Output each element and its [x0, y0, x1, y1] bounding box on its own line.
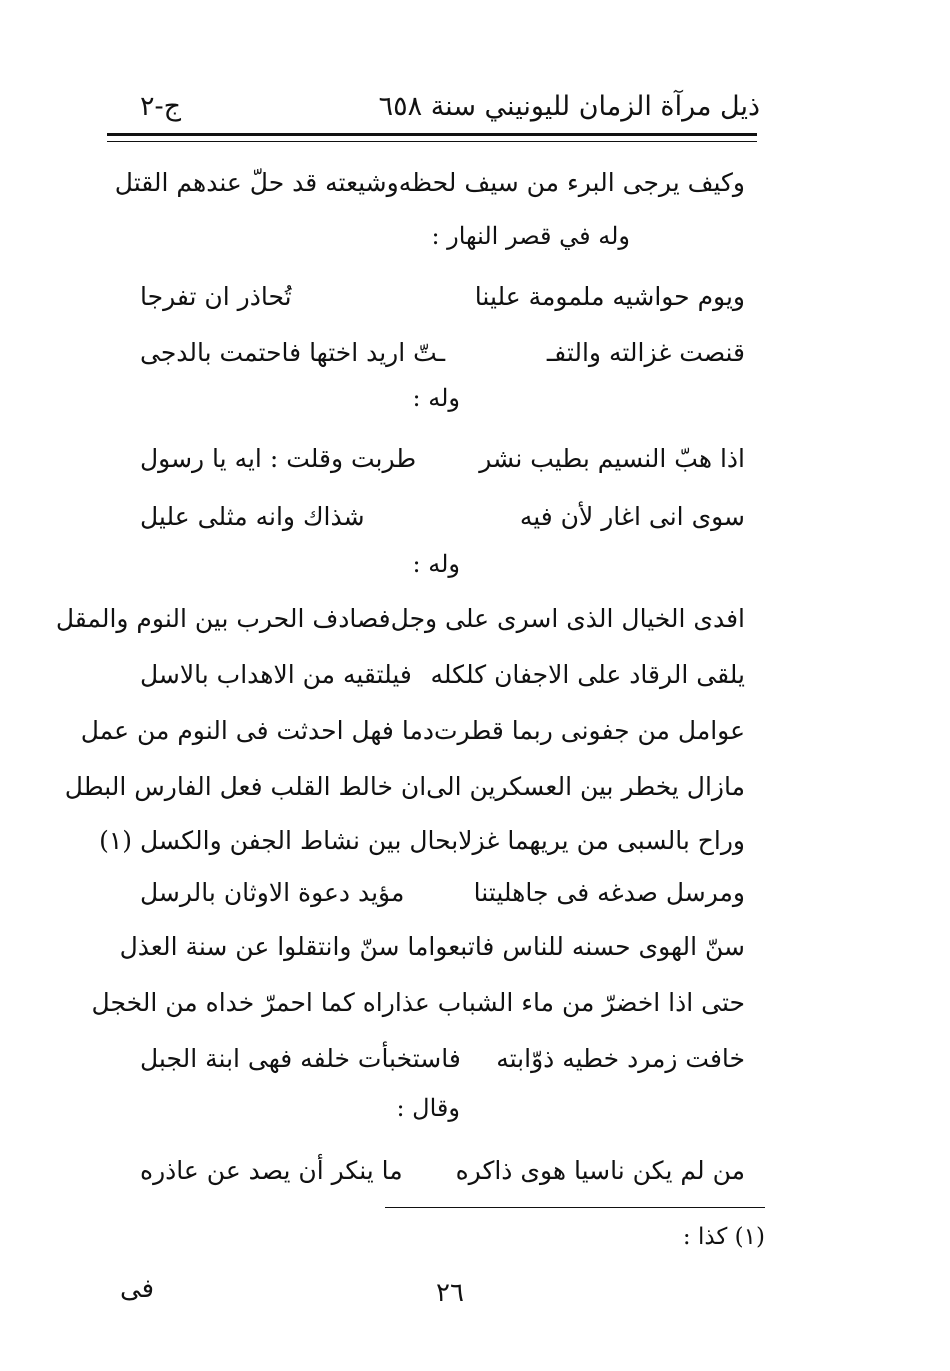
footnote-rule — [385, 1207, 765, 1208]
verse-second-hemistich: راه كما احمرّ خداه من الخجل — [91, 987, 395, 1017]
verse-first-hemistich: ومرسل صدغه فى جاهليتنا — [473, 877, 745, 907]
verse-second-hemistich: فيلتقيه من الاهداب بالاسل — [140, 659, 412, 689]
verse-line — [91, 980, 745, 1024]
verse-line — [55, 596, 745, 640]
poem-intro: وله في قصر النهار : — [431, 222, 630, 250]
verse-line — [140, 330, 745, 374]
verse-first-hemistich: حتى اذا اخضرّ من ماء الشباب عذا — [394, 987, 745, 1017]
header-rule-thick — [107, 133, 757, 136]
verse-second-hemistich: بحال بين نشاط الجفن والكسل (١) — [99, 825, 459, 855]
header-rule-thin — [107, 141, 757, 142]
verse-line — [64, 764, 745, 808]
verse-second-hemistich: فاستخبأت خلفه فهى ابنة الجبل — [140, 1043, 461, 1073]
catchword: فى — [120, 1274, 155, 1304]
verse-line — [140, 274, 745, 318]
verse-second-hemistich: تُحاذر ان تفرجا — [140, 281, 292, 311]
verse-second-hemistich: طربت وقلت : ايه يا رسول — [140, 443, 417, 473]
verse-second-hemistich: ما سنّ وانتقلوا عن سنة العذل — [119, 931, 429, 961]
verse-first-hemistich: ويوم حواشيه ملمومة علينا — [474, 281, 745, 311]
verse-second-hemistich: وشيعته قد حلّ عندهم القتل — [114, 167, 399, 197]
verse-first-hemistich: من لم يكن ناسيا هوى ذاكره — [455, 1155, 745, 1185]
verse-first-hemistich: وراح بالسبى من يريهما غزلا — [458, 825, 745, 855]
verse-line — [140, 1148, 745, 1192]
verse-first-hemistich: سنّ الهوى حسنه للناس فاتبعوا — [428, 931, 745, 961]
verse-first-hemistich: قنصت غزالته والتفـ — [546, 337, 745, 367]
verse-line — [80, 708, 745, 752]
footnote: (١) كذا : — [682, 1224, 765, 1250]
verse-first-hemistich: مازال يخطر بين العسكرين الى — [426, 771, 745, 801]
verse-line — [99, 818, 745, 862]
poem-intro: وله : — [412, 384, 460, 412]
verse-second-hemistich: مؤيد دعوة الاوثان بالرسل — [140, 877, 405, 907]
verse-second-hemistich: فصادف الحرب بين النوم والمقل — [55, 603, 391, 633]
verse-second-hemistich: ما ينكر أن يصد عن عاذره — [140, 1155, 403, 1185]
verse-first-hemistich: يلقى الرقاد على الاجفان كلكله — [430, 659, 745, 689]
verse-line — [140, 1036, 745, 1080]
verse-first-hemistich: سوى انى اغار لأن فيه — [519, 501, 745, 531]
verse-line — [140, 652, 745, 696]
verse-line — [140, 494, 745, 538]
verse-second-hemistich: ـتّ اريد اختها فاحتمت بالدجى — [140, 337, 446, 367]
poem-intro: وقال : — [396, 1094, 460, 1122]
verse-line — [140, 870, 745, 914]
verse-second-hemistich: شذاك وانه مثلى عليل — [140, 501, 365, 531]
poem-intro: وله : — [412, 550, 460, 578]
verse-second-hemistich: ان خالط القلب فعل الفارس البطل — [64, 771, 427, 801]
verse-first-hemistich: افدى الخيال الذى اسرى على وجل — [390, 603, 745, 633]
verse-first-hemistich: خافت زمرد خطيه ذوّابته — [496, 1043, 745, 1073]
verse-first-hemistich: عوامل من جفونى ربما قطرت — [433, 715, 745, 745]
verse-line — [119, 924, 745, 968]
running-header — [140, 84, 760, 128]
page-number: ٢٦ — [436, 1278, 464, 1308]
verse-line — [114, 160, 745, 204]
verse-second-hemistich: دما فهل احدثت فى النوم من عمل — [80, 715, 434, 745]
verse-line — [140, 436, 745, 480]
header-title: ذيل مرآة الزمان لليونيني سنة ٦٥٨ — [378, 90, 760, 122]
header-volume: ج-٢ — [140, 90, 182, 122]
verse-first-hemistich: اذا هبّ النسيم بطيب نشر — [479, 443, 745, 473]
verse-first-hemistich: وكيف يرجى البرء من سيف لحظه — [398, 167, 745, 197]
